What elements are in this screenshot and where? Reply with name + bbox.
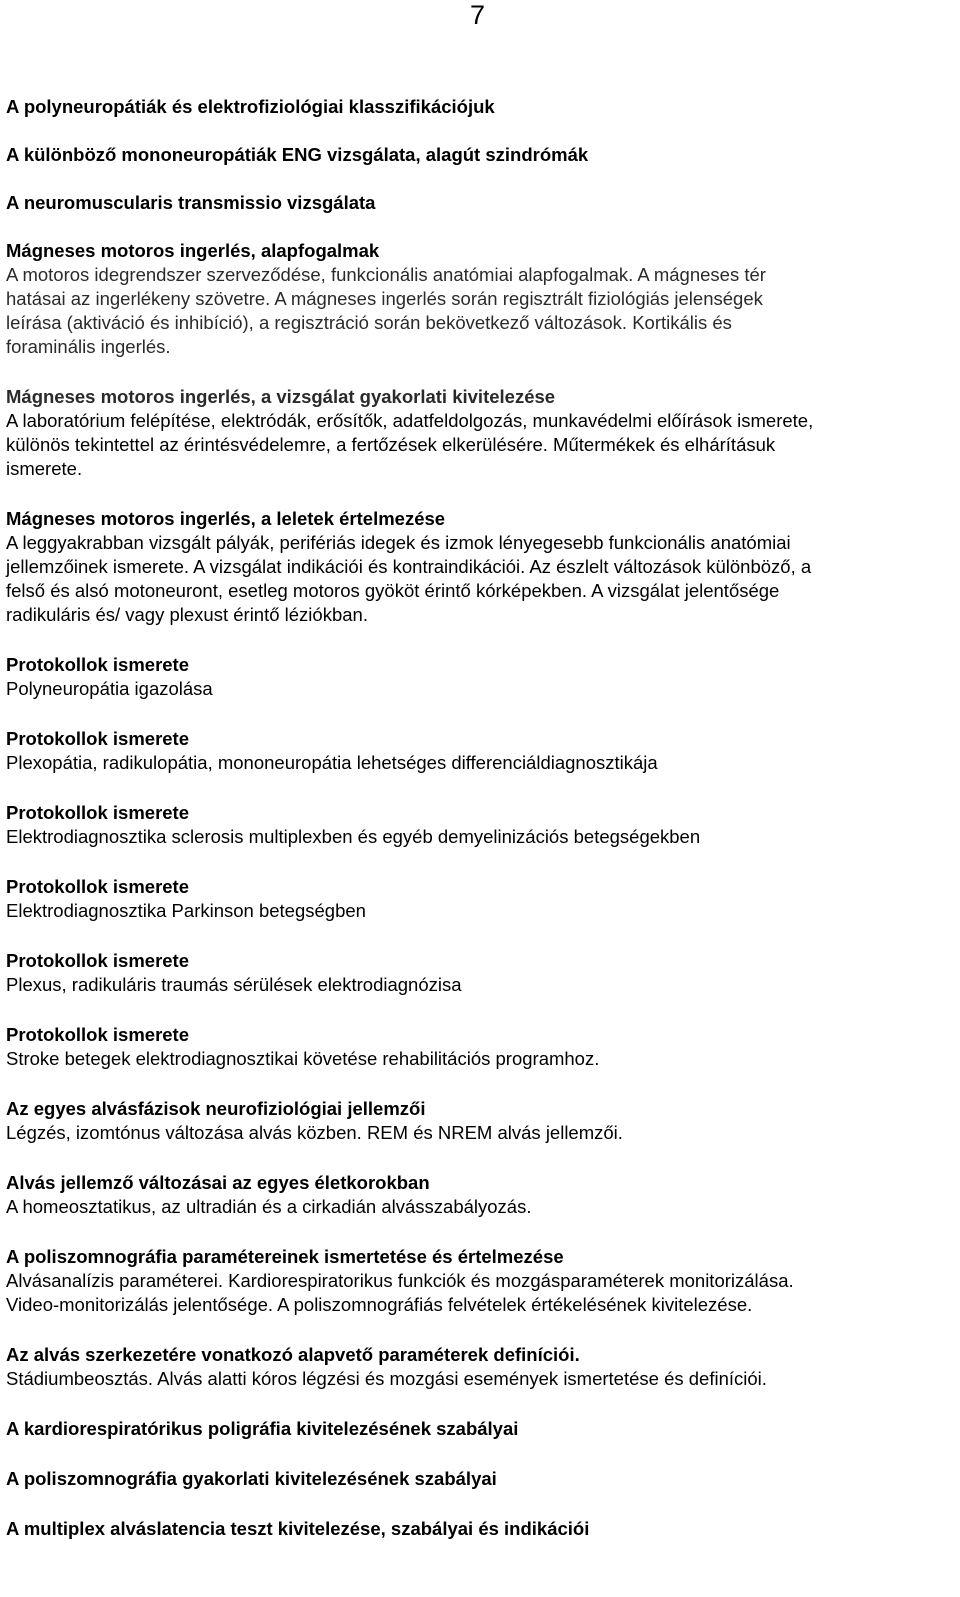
- section-text: Légzés, izomtónus változása alvás közben. REM és NREM alvás jellemzői.: [6, 1122, 623, 1143]
- document-body: [6, 95, 954, 1541]
- section-text: ismerete.: [6, 458, 83, 479]
- section-heading: Protokollok ismerete: [6, 802, 190, 823]
- section-text: Video-monitorizálás jelentősége. A poliszomnográfiás felvételek értékelésének kivitelezése.: [6, 1294, 753, 1315]
- section-heading: A poliszomnográfia gyakorlati kivitelezésének szabályai: [6, 1468, 497, 1489]
- section-text: Elektrodiagnosztika Parkinson betegségben: [6, 900, 366, 921]
- section-text: Polyneuropátia igazolása: [6, 678, 213, 699]
- section-text: foraminális ingerlés.: [6, 336, 171, 357]
- section-text: hatásai az ingerlékeny szövetre. A mágneses ingerlés során regisztrált fiziológiás jelenségek: [6, 288, 763, 309]
- section-heading: Alvás jellemző változásai az egyes életkorokban: [6, 1172, 430, 1193]
- section-heading: Az alvás szerkezetére vonatkozó alapvető paraméterek definíciói.: [6, 1344, 580, 1365]
- section-heading: A kardiorespiratórikus poligráfia kivitelezésének szabályai: [6, 1418, 519, 1439]
- section-text: különös tekintettel az érintésvédelemre, a fertőzések elkerülésére. Műtermékek és elhárításuk: [6, 434, 776, 455]
- section-text: Stádiumbeosztás. Alvás alatti kóros légzési és mozgási események ismertetése és definíciói.: [6, 1368, 767, 1389]
- section-text: Elektrodiagnosztika sclerosis multiplexben és egyéb demyelinizációs betegségekben: [6, 826, 701, 847]
- section-heading: Protokollok ismerete: [6, 876, 190, 897]
- section-text: Alvásanalízis paraméterei. Kardiorespiratorikus funkciók és mozgásparaméterek monitorizálása.: [6, 1270, 794, 1291]
- section-text: Stroke betegek elektrodiagnosztikai követése rehabilitációs programhoz.: [6, 1048, 600, 1069]
- section-text: radikuláris és/ vagy plexust érintő léziókban.: [6, 604, 368, 625]
- section-text: A motoros idegrendszer szerveződése, funkcionális anatómiai alapfogalmak. A mágneses tér: [6, 264, 766, 285]
- section-heading: Az egyes alvásfázisok neurofiziológiai jellemzői: [6, 1098, 426, 1119]
- section-text: felső és alsó motoneuront, esetleg motoros gyököt érintő kórképekben. A vizsgálat jelentősége: [6, 580, 780, 601]
- section-heading: A különböző mononeuropátiák ENG vizsgálata, alagút szindrómák: [6, 144, 589, 165]
- section-text: A laboratórium felépítése, elektródák, erősítők, adatfeldolgozás, munkavédelmi előírások ismerete,: [6, 410, 814, 431]
- section-text: leírása (aktiváció és inhibíció), a regisztráció során bekövetkező változások. Kortikális és: [6, 312, 732, 333]
- section-heading: Protokollok ismerete: [6, 728, 190, 749]
- section-heading: Protokollok ismerete: [6, 1024, 190, 1045]
- section-heading: Mágneses motoros ingerlés, a leletek értelmezése: [6, 508, 446, 529]
- section-heading: A poliszomnográfia paramétereinek ismertetése és értelmezése: [6, 1246, 564, 1267]
- section-text: Plexus, radikuláris traumás sérülések elektrodiagnózisa: [6, 974, 462, 995]
- section-heading: A neuromuscularis transmissio vizsgálata: [6, 192, 376, 213]
- section-heading: Mágneses motoros ingerlés, a vizsgálat gyakorlati kivitelezése: [6, 386, 556, 407]
- section-heading: Mágneses motoros ingerlés, alapfogalmak: [6, 240, 380, 261]
- section-text: Plexopátia, radikulopátia, mononeuropátia lehetséges differenciáldiagnosztikája: [6, 752, 658, 773]
- section-heading: Protokollok ismerete: [6, 950, 190, 971]
- page-number: 7: [470, 0, 486, 30]
- section-text: A homeosztatikus, az ultradián és a cirkadián alvásszabályozás.: [6, 1196, 532, 1217]
- section-heading: Protokollok ismerete: [6, 654, 190, 675]
- section-text: jellemzőinek ismerete. A vizsgálat indikációi és kontraindikációi. Az észlelt változások különböző, a: [6, 556, 812, 577]
- section-heading: A multiplex alváslatencia teszt kivitelezése, szabályai és indikációi: [6, 1518, 590, 1539]
- section-heading: A polyneuropátiák és elektrofiziológiai klasszifikációjuk: [6, 96, 495, 117]
- section-text: A leggyakrabban vizsgált pályák, perifériás idegek és izmok lényegesebb funkcionális anatómiai: [6, 532, 791, 553]
